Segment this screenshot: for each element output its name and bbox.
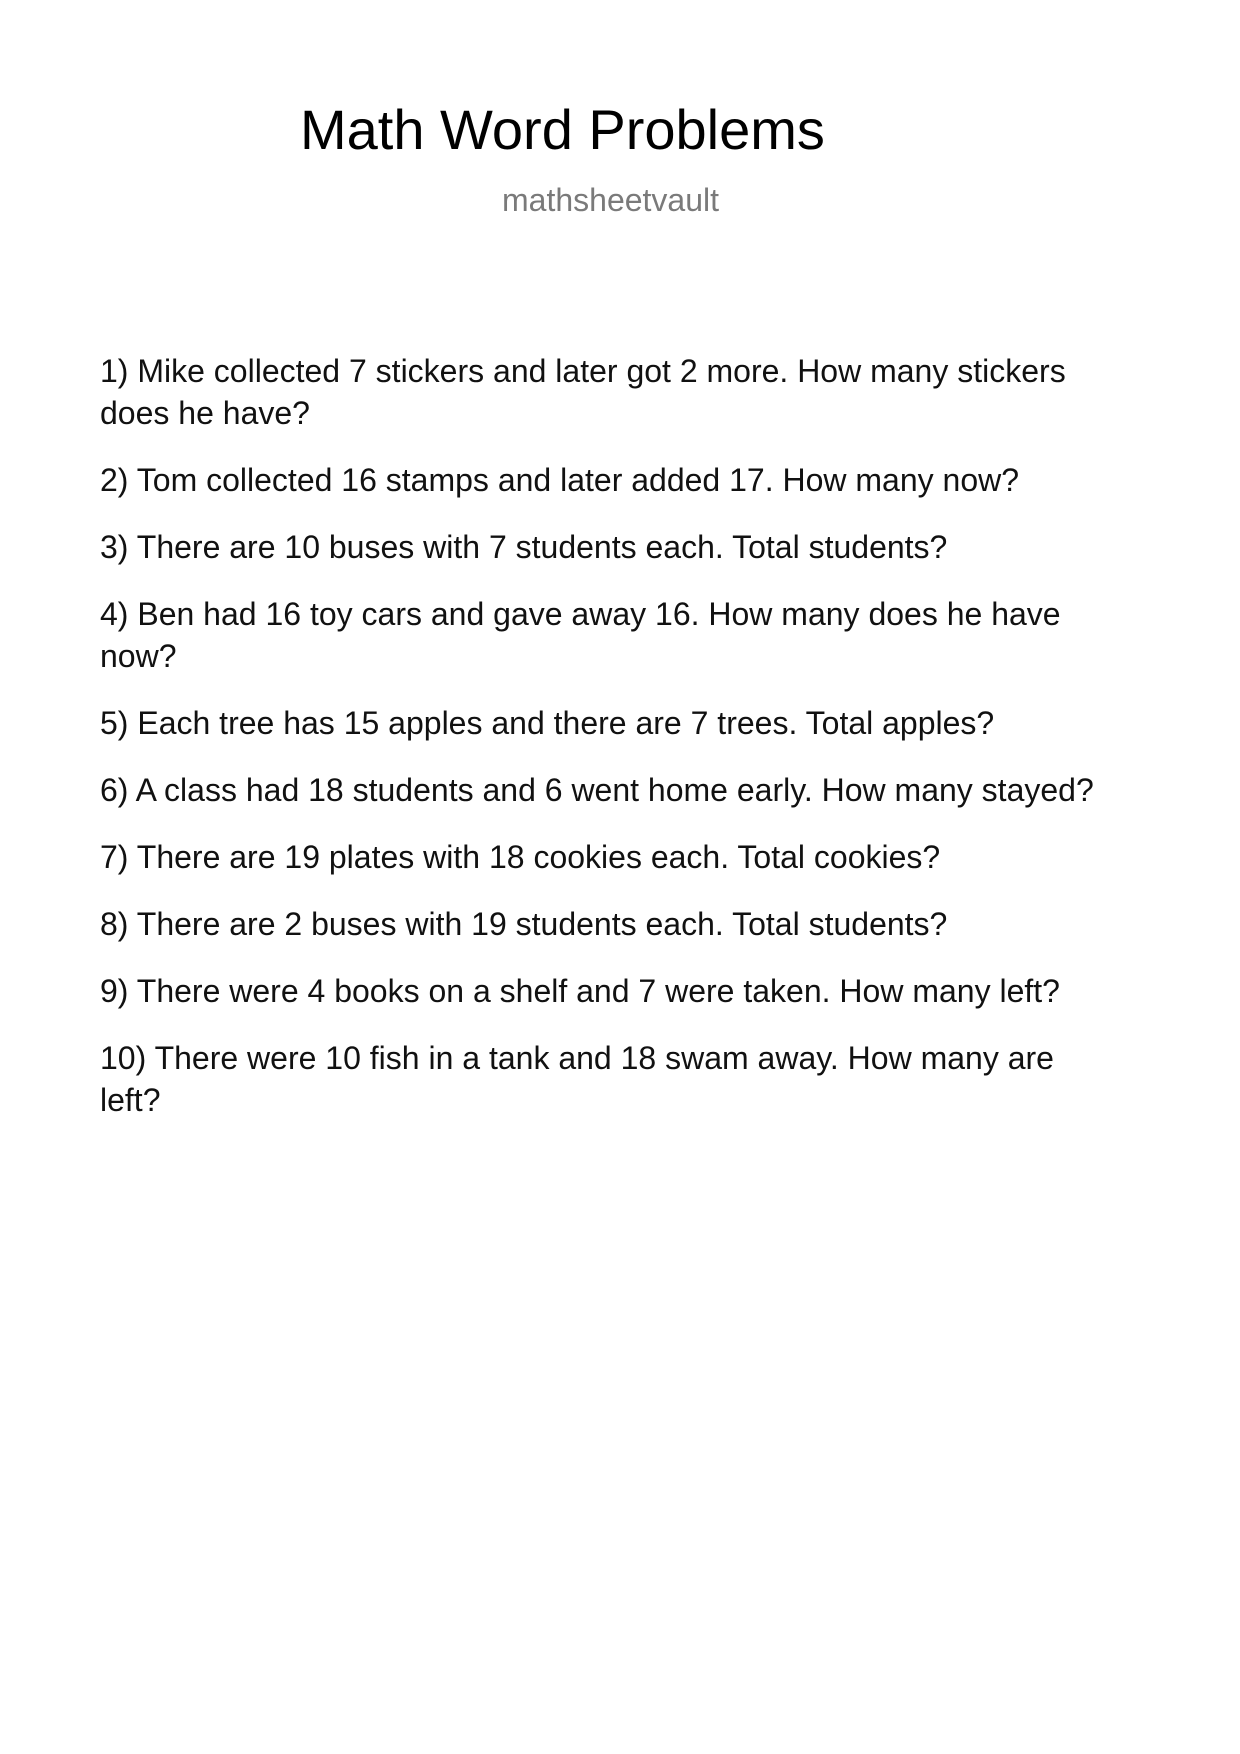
- problem-item-7: 7) There are 19 plates with 18 cookies each. Total cookies?: [100, 839, 941, 875]
- problem-item-2: 2) Tom collected 16 stamps and later added 17. How many now?: [100, 462, 1020, 498]
- problem-list: [100, 350, 1120, 1146]
- problem-item-3: 3) There are 10 buses with 7 students each. Total students?: [100, 529, 948, 565]
- problem-item-9: 9) There were 4 books on a shelf and 7 were taken. How many left?: [100, 973, 1060, 1009]
- page-subtitle: mathsheetvault: [502, 182, 720, 218]
- problem-item-10: 10) There were 10 fish in a tank and 18 swam away. How many are left?: [100, 1040, 1054, 1118]
- problem-item-5: 5) Each tree has 15 apples and there are 7 trees. Total apples?: [100, 705, 995, 741]
- problem-item-4: 4) Ben had 16 toy cars and gave away 16. How many does he have now?: [100, 596, 1061, 674]
- problem-item-1: 1) Mike collected 7 stickers and later got 2 more. How many stickers does he have?: [100, 353, 1066, 431]
- problem-item-6: 6) A class had 18 students and 6 went home early. How many stayed?: [100, 772, 1094, 808]
- page-title: Math Word Problems: [300, 98, 825, 161]
- problem-item-8: 8) There are 2 buses with 19 students each. Total students?: [100, 906, 948, 942]
